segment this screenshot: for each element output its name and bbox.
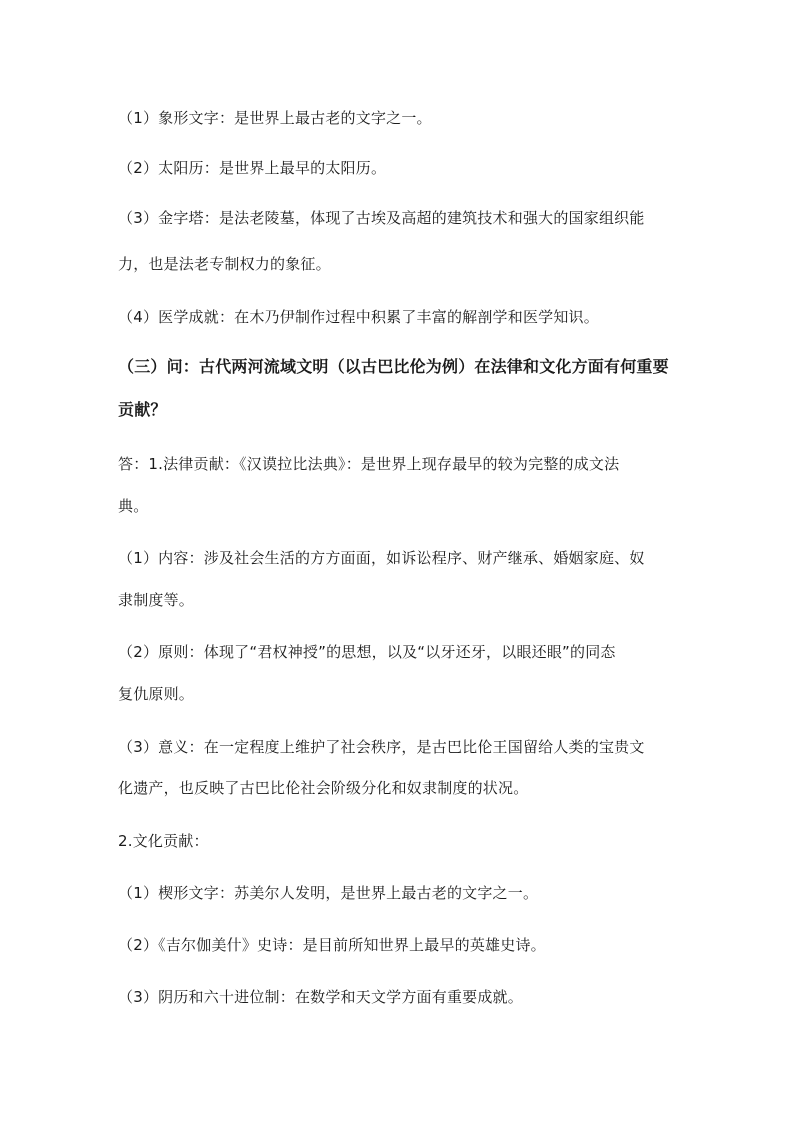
culture-heading: 2.文化贡献： xyxy=(118,832,209,850)
text-line-principle-cont: 复仇原则。 xyxy=(118,685,195,703)
question-heading: （三）问：古代两河流域文明（以古巴比伦为例）在法律和文化方面有何重要 xyxy=(118,357,669,376)
answer-law: 答：1.法律贡献：《汉谟拉比法典》：是世界上现存最早的较为完整的成文法 xyxy=(118,455,620,473)
text-line-medicine: （4）医学成就：在木乃伊制作过程中积累了丰富的解剖学和医学知识。 xyxy=(118,308,599,326)
answer-law-cont: 典。 xyxy=(118,497,149,515)
text-line-significance: （3）意义：在一定程度上维护了社会秩序，是古巴比伦王国留给人类的宝贵文 xyxy=(118,738,645,756)
text-line-pyramid-cont: 力，也是法老专制权力的象征。 xyxy=(118,255,331,273)
text-line-content-cont: 隶制度等。 xyxy=(118,591,195,609)
text-line-pyramid: （3）金字塔：是法老陵墓，体现了古埃及高超的建筑技术和强大的国家组织能 xyxy=(118,209,645,227)
text-line-gilgamesh: （2）《吉尔伽美什》史诗：是目前所知世界上最早的英雄史诗。 xyxy=(118,936,546,954)
text-line-significance-cont: 化遗产，也反映了古巴比伦社会阶级分化和奴隶制度的状况。 xyxy=(118,779,529,797)
text-line-principle: （2）原则：体现了“君权神授”的思想，以及“以牙还牙，以眼还眼”的同态 xyxy=(118,643,616,661)
text-line-cuneiform: （1）楔形文字：苏美尔人发明，是世界上最古老的文字之一。 xyxy=(118,884,539,902)
text-line-hieroglyphs: （1）象形文字：是世界上最古老的文字之一。 xyxy=(118,109,432,127)
text-line-lunar-calendar: （3）阴历和六十进位制：在数学和天文学方面有重要成就。 xyxy=(118,988,523,1006)
question-heading-cont: 贡献？ xyxy=(118,400,167,419)
text-line-content: （1）内容：涉及社会生活的方方面面，如诉讼程序、财产继承、婚姻家庭、奴 xyxy=(118,549,645,567)
text-line-solar-calendar: （2）太阳历：是世界上最早的太阳历。 xyxy=(118,159,387,177)
